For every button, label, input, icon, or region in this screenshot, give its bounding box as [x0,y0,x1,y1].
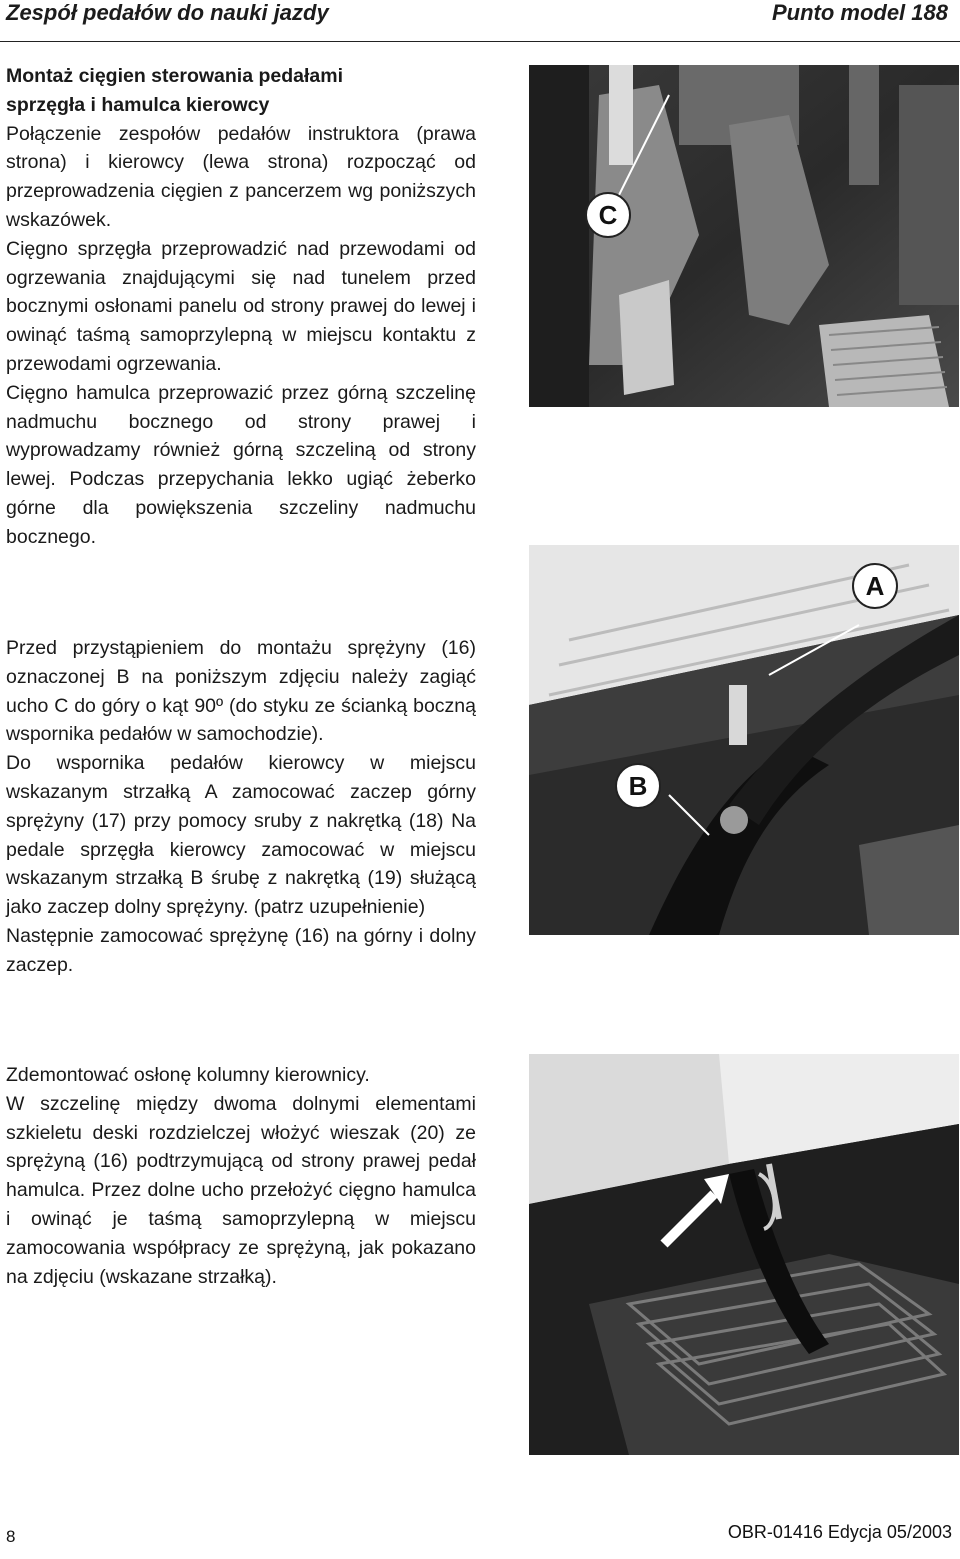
text-block-hanger [6,1061,476,1291]
page-number: 8 [6,1527,16,1546]
paragraph-hanger: W szczelinę między dwoma dolnymi elementami szkieletu deski rozdzielczej włożyć wieszak (20) ze sprężyną (16) podtrzymującą od strony prawej pedał hamulca. Przez dolne ucho przełożyć cięgno hamulca i owinąć je taśmą samoprzylepną w miejscu zamocowania współpracy ze sprężyną, jak pokazano na zdjęciu (wskazane strzałką). [6,1092,476,1288]
paragraph-spring-hooks: Do wspornika pedałów kierowcy w miejscu wskazanym strzałką A zamocować zaczep górny sprężyny (17) przy pomocy sruby z nakrętką (18) Na pedale sprzęgła kierowcy zamocować w miejscu wskazanym strzałką B śrubę z nakrętką (19) służącą jako zaczep dolny sprężyny. (patrz uzupełnienie) [6,752,476,919]
marker-label-b: B [615,763,661,809]
photo-pedal-assembly [529,65,959,407]
paragraph-spring-prep: Przed przystąpieniem do montażu sprężyny (16) oznaczonej B na poniższym zdjęciu należy zagiąć ucho C do góry o kąt 90º (do styku ze ścianką boczną wspornika pedałów w samochodzie). [6,637,476,746]
photo-hanger [529,1054,959,1455]
paragraph-intro: Połączenie zespołów pedałów instruktora (prawa strona) i kierowcy (lewa strona) rozpocząć od przeprowadzenia cięgien z pancerzem wg poniższych wskazówek. [6,122,476,231]
page-header [0,0,960,40]
model-name: Punto model 188 [771,0,948,25]
marker-label-c: C [585,192,631,238]
paragraph-spring-attach: Następnie zamocować sprężynę (16) na górny i dolny zaczep. [6,924,476,976]
text-block-spring-mount [6,634,476,980]
header-rule [0,41,960,42]
paragraph-clutch-cable: Cięgno sprzęgła przeprowadzić nad przewodami od ogrzewania znajdującymi się nad tunelem przed bocznymi osłonami panelu od strony prawej do lewej i owinąć taśmą samoprzylepną w miejscu kontaktu z przewodami ogrzewania. [6,237,476,375]
document-code: OBR-01416 Edycja 05/2003 [727,1522,952,1542]
document-title: Zespół pedałów do nauki jazdy [6,0,329,25]
section-heading-line-1: Montaż cięgien sterowania pedałami [6,65,344,87]
text-block-cable-routing [6,62,476,552]
section-heading-line-2: sprzęgła i hamulca kierowcy [6,93,270,116]
paragraph-brake-cable: Cięgno hamulca przeprowazić przez górną szczelinę nadmuchu bocznego od strony prawej i wyprowadzamy również górną szczeliną od strony lewej. Podczas przepychania lekko ugiąć żeberko górne dla powiększenia szczeliny nadmuchu bocznego. [6,381,476,548]
paragraph-column-cover: Zdemontować osłonę kolumny kierownicy. [6,1064,370,1086]
marker-label-a: A [852,563,898,609]
photo-spring-mount [529,545,959,935]
